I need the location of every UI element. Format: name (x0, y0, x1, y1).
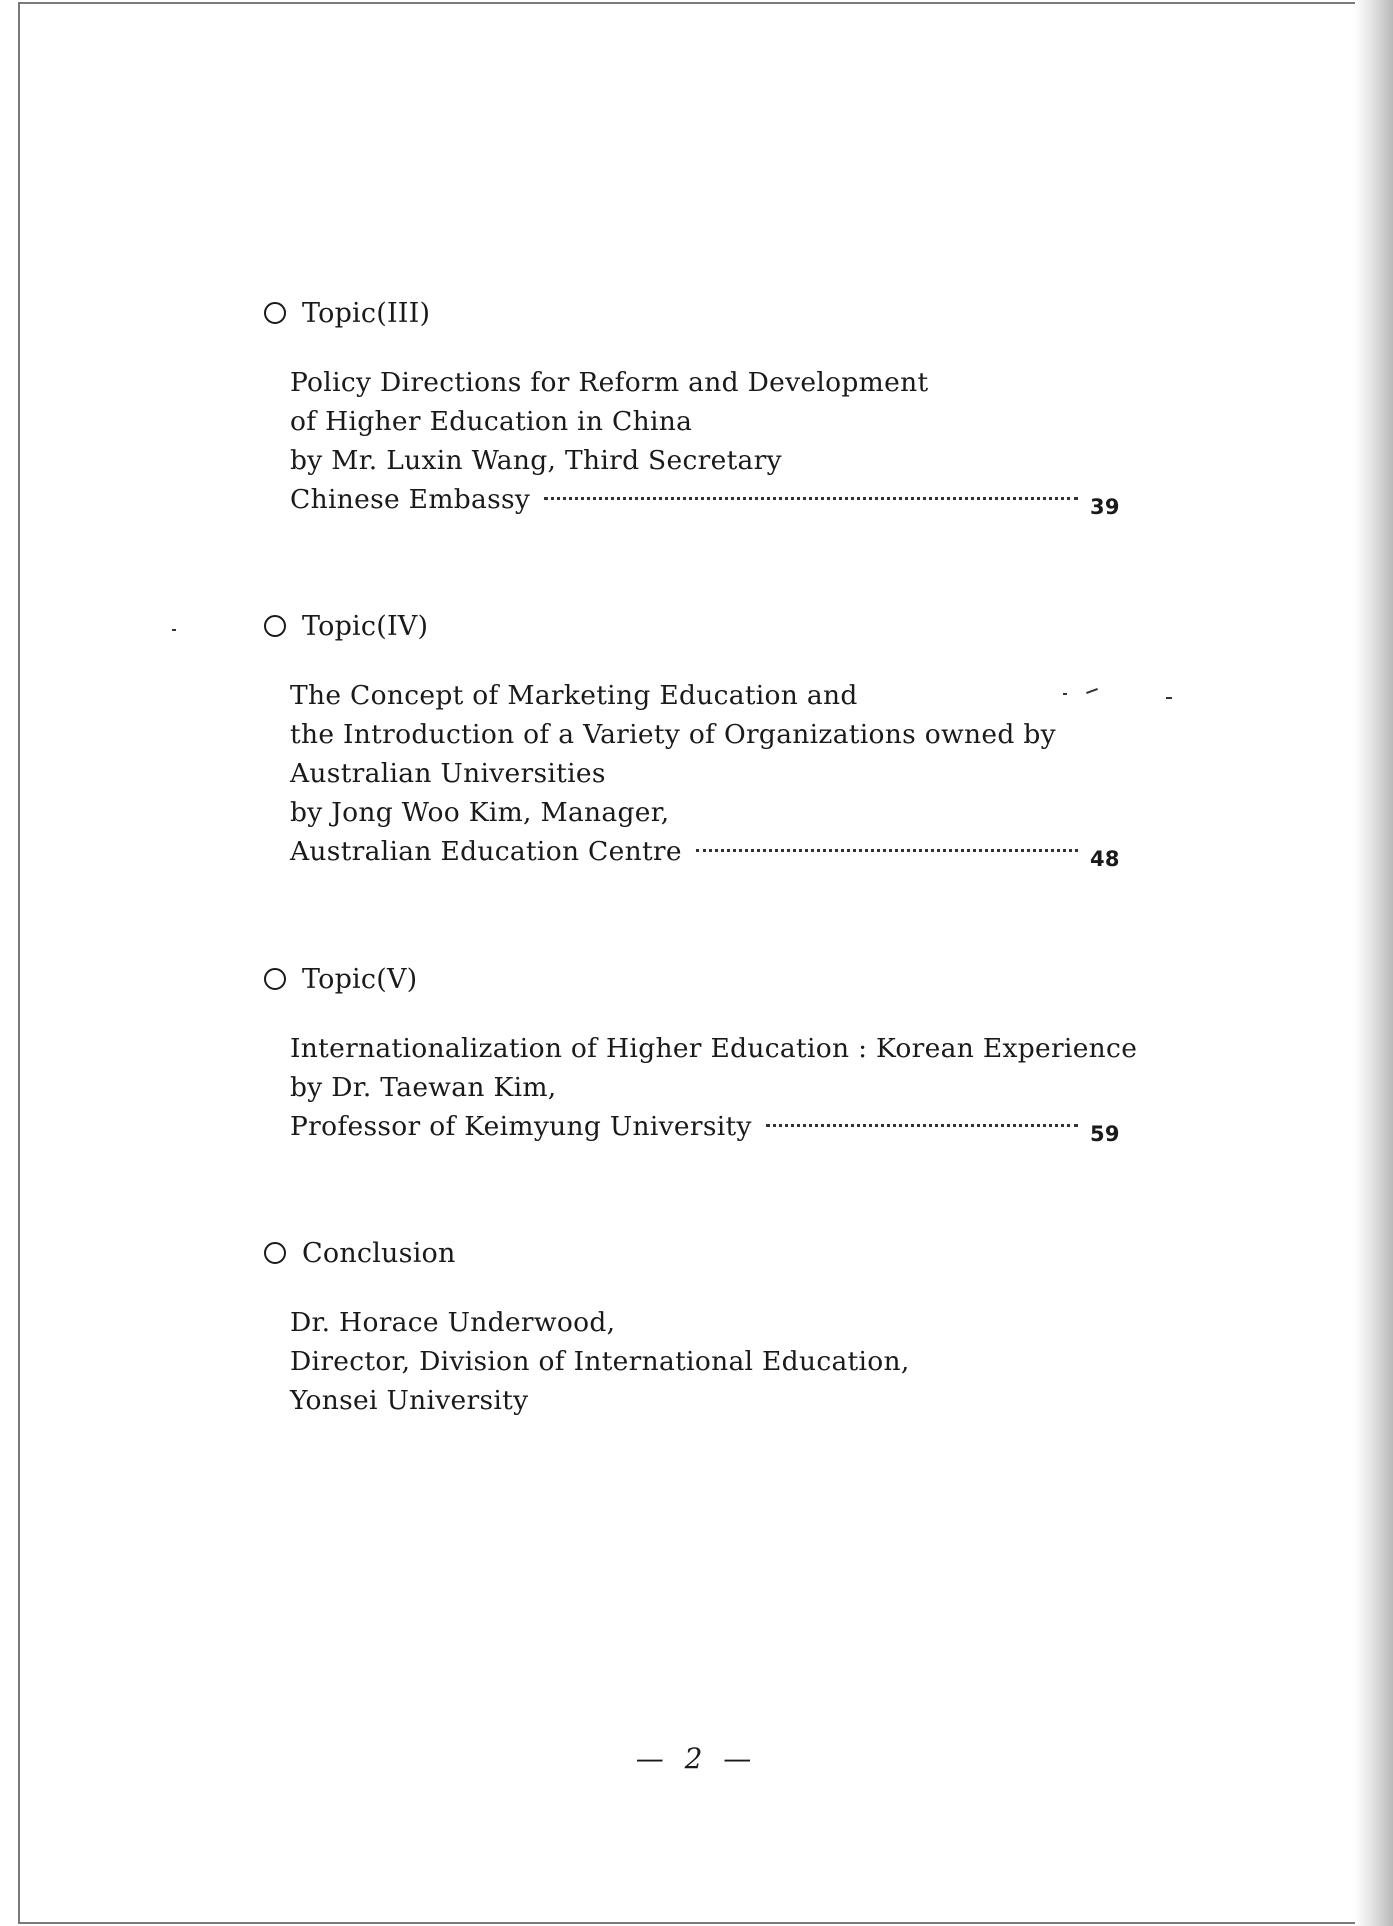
entry-line: Australian Universities (290, 758, 606, 789)
scan-speck (172, 629, 176, 631)
dot-leader (766, 1124, 1078, 1127)
toc-entry (290, 363, 1124, 521)
entry-line: The Concept of Marketing Education and (290, 680, 858, 711)
page-number: 48 (1090, 847, 1120, 871)
page-number: 39 (1090, 495, 1120, 519)
toc-entry (290, 676, 1124, 873)
toc-entry (290, 1029, 1138, 1148)
entry-line: Internationalization of Higher Education : Korean Experience (290, 1033, 1138, 1064)
circle-bullet-icon (264, 968, 286, 990)
toc-section-topic-v (264, 959, 1138, 1148)
toc-entry (290, 1303, 1124, 1420)
entry-last-line (290, 480, 1124, 521)
toc-section-topic-iv (264, 606, 1124, 873)
toc-section-topic-iii (264, 293, 1124, 521)
circle-bullet-icon (264, 1242, 286, 1264)
section-heading-text: Conclusion (302, 1237, 456, 1269)
page-folio: — 2 — (635, 1742, 758, 1775)
entry-line: of Higher Education in China (290, 406, 693, 437)
section-heading (264, 293, 1124, 333)
scan-speck (1063, 693, 1067, 695)
dot-leader (544, 497, 1078, 500)
section-heading-text: Topic(III) (302, 297, 431, 329)
circle-bullet-icon (264, 302, 286, 324)
entry-line: Dr. Horace Underwood, (290, 1307, 616, 1338)
entry-line: Professor of Keimyung University (290, 1111, 752, 1142)
entry-line: Yonsei University (290, 1385, 529, 1416)
entry-last-line (290, 1107, 1124, 1148)
dot-leader (696, 849, 1078, 852)
section-heading-text: Topic(IV) (302, 610, 429, 642)
section-heading (264, 959, 1124, 999)
page-number: 59 (1090, 1122, 1120, 1146)
entry-line: by Mr. Luxin Wang, Third Secretary (290, 445, 782, 476)
circle-bullet-icon (264, 615, 286, 637)
scan-speck (1166, 697, 1172, 699)
entry-line: Australian Education Centre (290, 836, 682, 867)
entry-line: Chinese Embassy (290, 484, 531, 515)
entry-last-line (290, 832, 1124, 873)
entry-line: Director, Division of International Education, (290, 1346, 910, 1377)
entry-line: the Introduction of a Variety of Organizations owned by (290, 719, 1056, 750)
entry-line: Policy Directions for Reform and Development (290, 367, 929, 398)
section-heading (264, 606, 1124, 646)
section-heading-text: Topic(V) (302, 963, 418, 995)
entry-line: by Dr. Taewan Kim, (290, 1072, 557, 1103)
section-heading (264, 1233, 1124, 1273)
toc-section-conclusion (264, 1233, 1124, 1420)
entry-line: by Jong Woo Kim, Manager, (290, 797, 670, 828)
